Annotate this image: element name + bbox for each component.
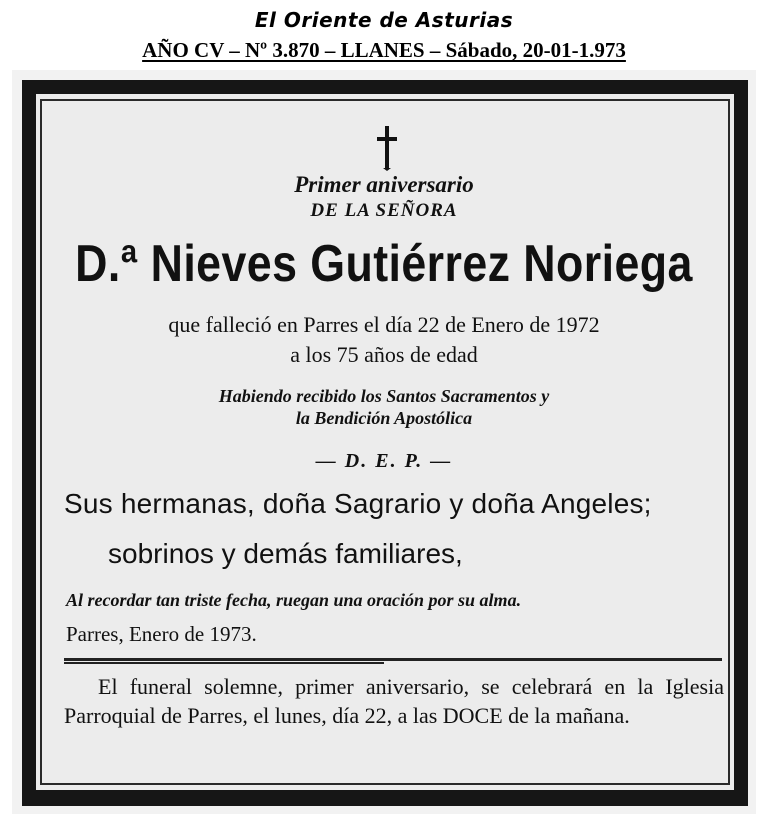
relatives-line: sobrinos y demás familiares, (108, 538, 463, 569)
anniversary-line: Primer aniversario (294, 172, 474, 197)
sacraments-line-1: Habiendo recibido los Santos Sacramentos y (218, 386, 550, 406)
edition-line (0, 38, 768, 63)
deceased-name: D.ª Nieves Gutiérrez Noriega (75, 235, 693, 293)
place-date-line: Parres, Enero de 1973. (66, 622, 257, 646)
newspaper-title: El Oriente de Asturias (254, 8, 514, 32)
prayer-line: Al recordar tan triste fecha, ruegan una oración por su alma. (66, 590, 522, 610)
edition-text: AÑO CV – Nº 3.870 – LLANES – Sábado, 20-01-1.973 (142, 38, 626, 62)
sisters-line: Sus hermanas, doña Sagrario y doña Angeles; (64, 488, 652, 519)
cross-icon (372, 124, 402, 172)
rip-line: — D. E. P. — (315, 450, 453, 472)
divider-rule (64, 658, 722, 661)
age-line: a los 75 años de edad (290, 342, 478, 367)
divider-rule-thin (64, 662, 384, 664)
of-lady-line: DE LA SEÑORA (310, 200, 458, 221)
funeral-paragraph: El funeral solemne, primer aniversario, se celebrará en la Iglesia Parroquial de Parres, el lunes, día 22, a las DOCE de la mañana. (64, 674, 724, 728)
death-date-line: que falleció en Parres el día 22 de Enero de 1972 (168, 312, 600, 337)
sacraments-line-2: la Bendición Apostólica (295, 408, 473, 428)
